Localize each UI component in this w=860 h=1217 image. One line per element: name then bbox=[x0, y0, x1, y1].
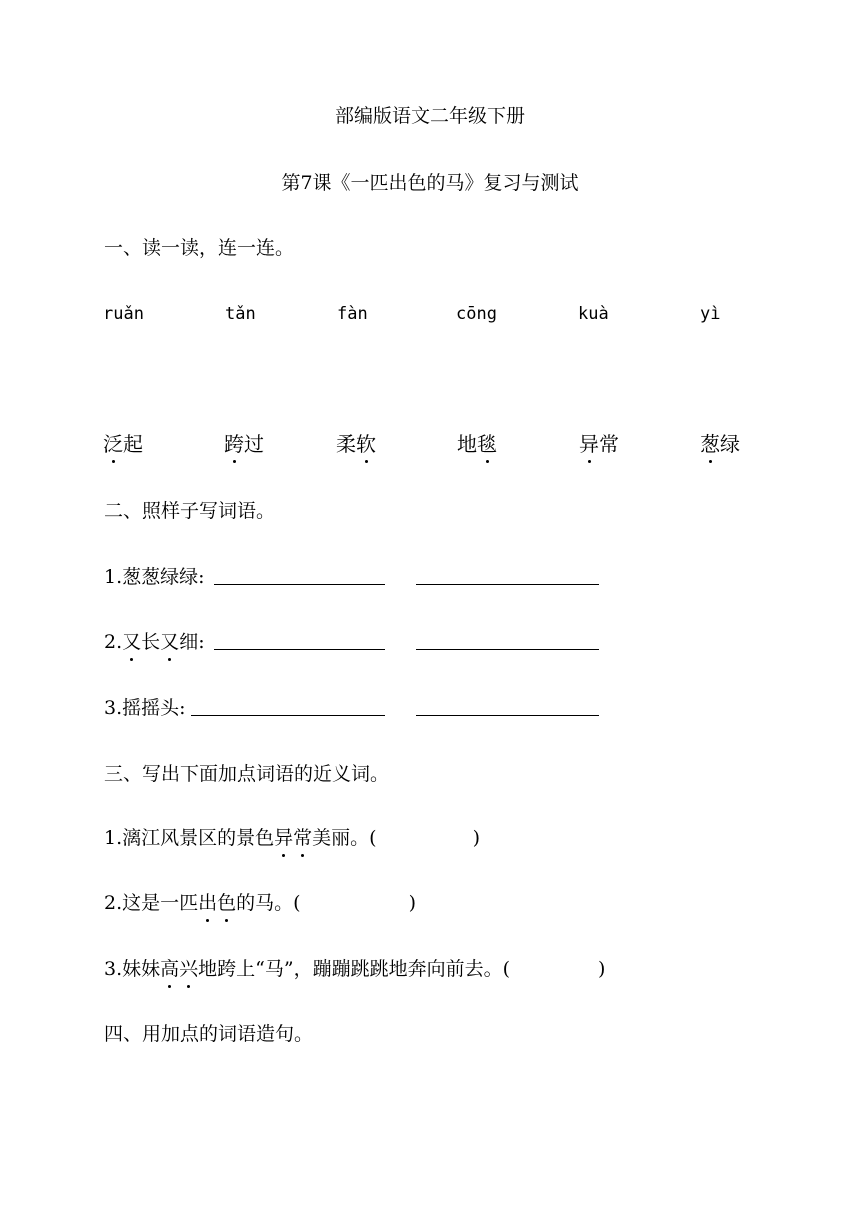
pinyin-item: ruǎn bbox=[103, 304, 144, 324]
emphasis-dot-char: 兴 bbox=[179, 958, 199, 980]
exercise-item-1: 1.葱葱绿绿: bbox=[104, 566, 205, 588]
emphasis-dot-char: 常 bbox=[293, 827, 313, 849]
match-word: 地毯 bbox=[457, 432, 497, 456]
answer-blank[interactable] bbox=[191, 697, 385, 716]
emphasis-dot-char: 软 bbox=[356, 432, 376, 456]
match-word: 葱绿 bbox=[700, 432, 740, 456]
exercise-item-2: 2.又长又细: bbox=[104, 631, 205, 653]
pinyin-item: yì bbox=[700, 304, 721, 324]
section1-heading: 一、读一读，连一连。 bbox=[104, 237, 295, 259]
match-word: 跨过 bbox=[224, 432, 264, 456]
emphasis-dot-char: 异 bbox=[274, 827, 294, 849]
answer-blank[interactable] bbox=[416, 631, 599, 650]
synonym-question-1: 1.漓江风景区的景色异常美丽。( ) bbox=[104, 827, 481, 849]
match-word: 柔软 bbox=[336, 432, 376, 456]
emphasis-dot-char: 异 bbox=[579, 432, 599, 456]
emphasis-dot-char: 出 bbox=[198, 892, 218, 914]
emphasis-dot-char: 高 bbox=[160, 958, 180, 980]
emphasis-dot-char: 又 bbox=[122, 631, 142, 653]
pinyin-item: tǎn bbox=[225, 304, 256, 324]
emphasis-dot-char: 葱 bbox=[700, 432, 720, 456]
section2-heading: 二、照样子写词语。 bbox=[104, 500, 276, 522]
answer-blank[interactable] bbox=[416, 697, 599, 716]
answer-blank[interactable] bbox=[416, 566, 599, 585]
pinyin-item: fàn bbox=[337, 304, 368, 324]
answer-blank[interactable] bbox=[214, 566, 385, 585]
pinyin-item: cōng bbox=[456, 304, 497, 324]
answer-blank[interactable] bbox=[214, 631, 385, 650]
match-word: 泛起 bbox=[103, 432, 143, 456]
exercise-item-3: 3.摇摇头: bbox=[104, 697, 186, 719]
match-word: 异常 bbox=[579, 432, 619, 456]
emphasis-dot-char: 跨 bbox=[224, 432, 244, 456]
emphasis-dot-char: 泛 bbox=[103, 432, 123, 456]
emphasis-dot-char: 色 bbox=[217, 892, 237, 914]
lesson-subtitle: 第7课《一匹出色的马》复习与测试 bbox=[281, 172, 579, 194]
synonym-question-2: 2.这是一匹出色的马。( ) bbox=[104, 892, 417, 914]
page-title: 部编版语文二年级下册 bbox=[334, 105, 525, 127]
synonym-question-3: 3.妹妹高兴地跨上“马”，蹦蹦跳跳地奔向前去。( ) bbox=[104, 958, 606, 980]
emphasis-dot-char: 又 bbox=[160, 631, 180, 653]
emphasis-dot-char: 毯 bbox=[477, 432, 497, 456]
section3-heading: 三、写出下面加点词语的近义词。 bbox=[104, 763, 390, 785]
section4-heading: 四、用加点的词语造句。 bbox=[104, 1023, 314, 1045]
pinyin-item: kuà bbox=[578, 304, 609, 324]
